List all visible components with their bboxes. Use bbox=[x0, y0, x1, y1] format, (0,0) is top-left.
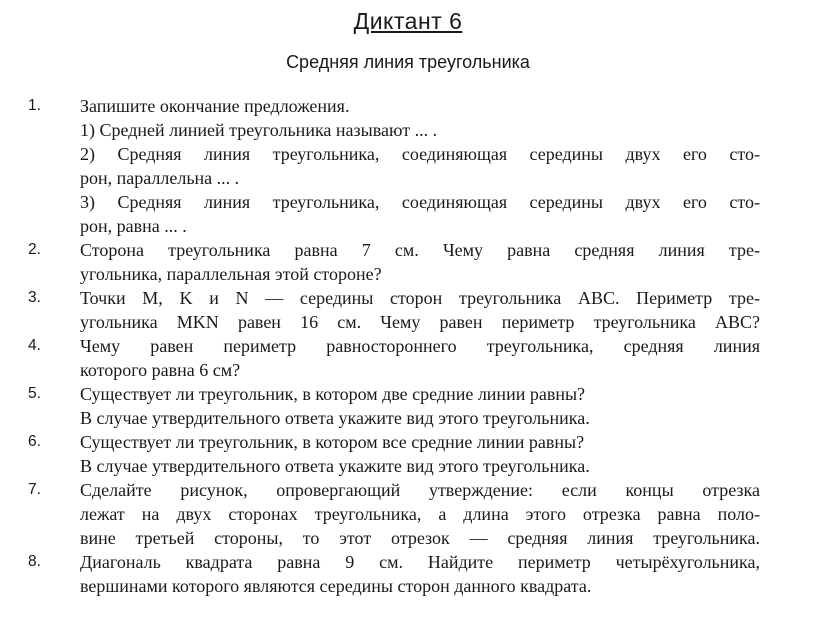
item-text bbox=[80, 238, 760, 286]
item-text-line: Диагональ квадрата равна 9 см. Найдите периметр четырёхугольника, bbox=[80, 552, 760, 572]
item-text-line: Существует ли треугольник, в котором все средние линии равны? bbox=[80, 432, 585, 452]
item-text-line: Сторона треугольника равна 7 см. Чему равна средняя линия тре- bbox=[80, 240, 760, 260]
item-text-line: 2) Средняя линия треугольника, соединяющая середины двух его сто- bbox=[80, 144, 760, 164]
list-item bbox=[0, 238, 816, 286]
item-number: 4. bbox=[28, 337, 41, 354]
item-text-line: В случае утвердительного ответа укажите вид этого треугольника. bbox=[80, 456, 590, 476]
item-text bbox=[80, 286, 760, 334]
item-number: 2. bbox=[28, 241, 41, 258]
item-number: 7. bbox=[28, 481, 41, 498]
list-item bbox=[0, 382, 816, 430]
item-number: 1. bbox=[28, 97, 41, 114]
item-text-line: Точки M, K и N — середины сторон треугольника ABC. Периметр тре- bbox=[80, 288, 760, 308]
page-subtitle: Средняя линия треугольника bbox=[286, 52, 530, 72]
item-text-line: которого равна 6 см? bbox=[80, 360, 241, 380]
list-item bbox=[0, 478, 816, 550]
list-item bbox=[0, 430, 816, 478]
item-text-line: Чему равен периметр равностороннего треугольника, средняя линия bbox=[80, 336, 760, 356]
item-text-line: 3) Средняя линия треугольника, соединяющая середины двух его сто- bbox=[80, 192, 760, 212]
item-text bbox=[80, 94, 760, 238]
item-text-line: рон, параллельна ... . bbox=[80, 168, 240, 188]
item-number: 3. bbox=[28, 289, 41, 306]
dictation-list bbox=[0, 94, 816, 598]
item-number: 5. bbox=[28, 385, 41, 402]
list-item bbox=[0, 286, 816, 334]
page-title: Диктант 6 bbox=[353, 8, 463, 34]
item-text-line: вершинами которого являются середины сторон данного квадрата. bbox=[80, 576, 592, 596]
item-text bbox=[80, 382, 760, 430]
item-number: 8. bbox=[28, 553, 41, 570]
item-text-line: В случае утвердительного ответа укажите вид этого треугольника. bbox=[80, 408, 590, 428]
item-text-line: вине третьей стороны, то этот отрезок — средняя линия треугольника. bbox=[80, 528, 760, 548]
item-number: 6. bbox=[28, 433, 41, 450]
item-text bbox=[80, 334, 760, 382]
item-text bbox=[80, 550, 760, 598]
item-text-line: угольника MKN равен 16 см. Чему равен периметр треугольника ABC? bbox=[80, 312, 760, 332]
item-text bbox=[80, 430, 760, 478]
item-text-line: лежат на двух сторонах треугольника, а длина этого отрезка равна поло- bbox=[80, 504, 760, 524]
list-item bbox=[0, 334, 816, 382]
item-text-line: рон, равна ... . bbox=[80, 216, 187, 236]
list-item bbox=[0, 94, 816, 238]
item-text-line: 1) Средней линией треугольника называют ... . bbox=[80, 120, 438, 140]
item-text-line: Запишите окончание предложения. bbox=[80, 96, 350, 116]
list-item bbox=[0, 550, 816, 598]
item-text-line: угольника, параллельная этой стороне? bbox=[80, 264, 382, 284]
item-text-line: Существует ли треугольник, в котором две средние линии равны? bbox=[80, 384, 586, 404]
item-text-line: Сделайте рисунок, опровергающий утверждение: если концы отрезка bbox=[80, 480, 760, 500]
item-text bbox=[80, 478, 760, 550]
